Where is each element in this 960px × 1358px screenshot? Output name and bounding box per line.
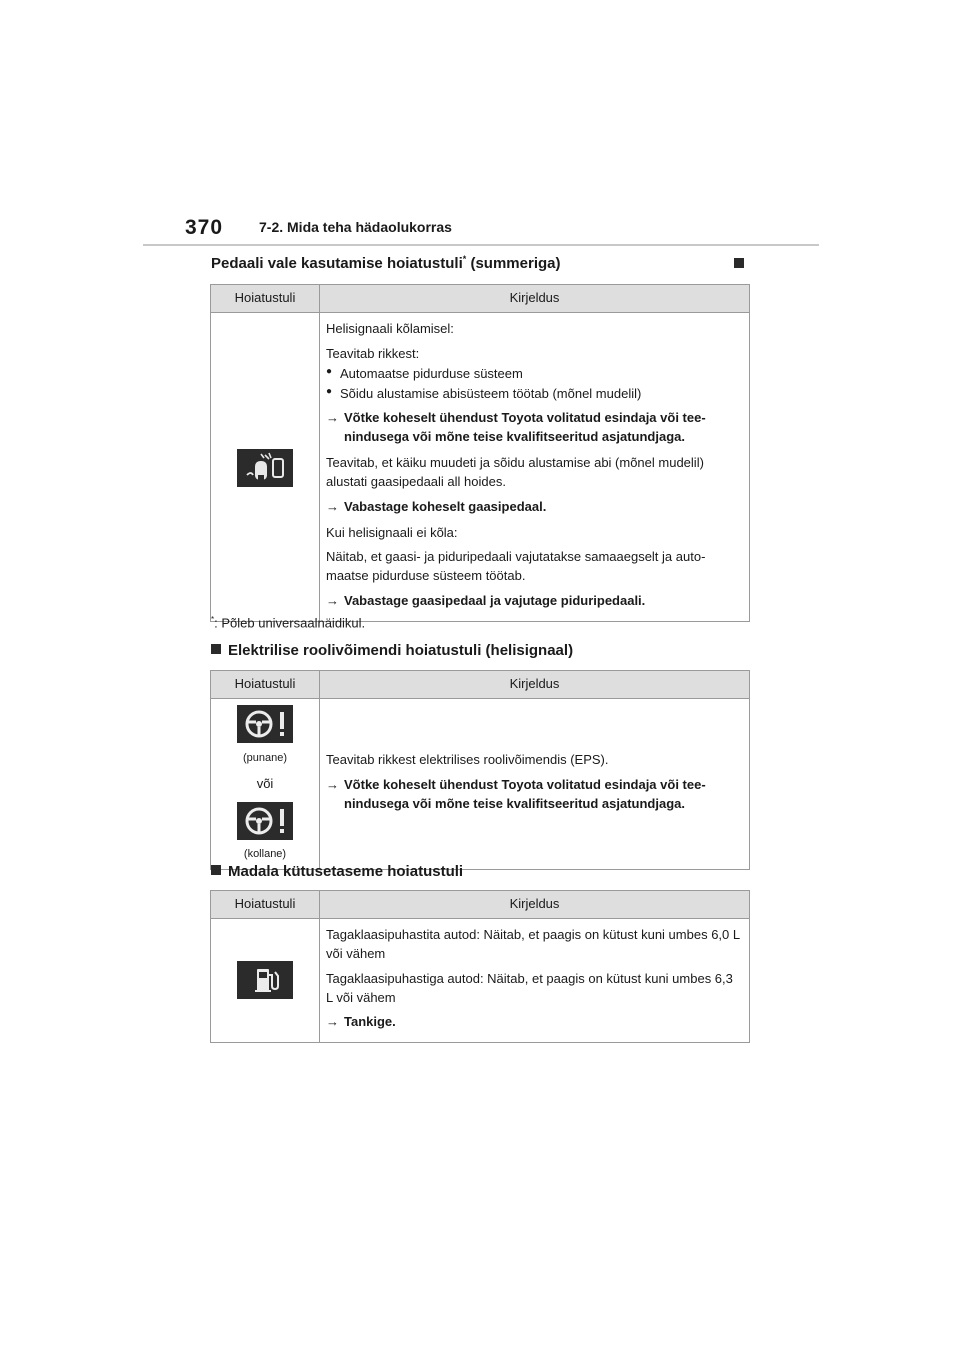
section-marker-icon — [734, 258, 744, 268]
desc-line: Teavitab rikkest: — [326, 345, 420, 361]
table-row — [211, 919, 750, 1043]
action-line: → Vabastage koheselt gaasipedaal. — [326, 498, 743, 517]
desc-line: Tagaklaasipuhastita autod: Näitab, et paagis on kütust kuni umbes 6,0 L või vähem — [326, 927, 740, 961]
or-label: või — [256, 775, 274, 791]
icon-label-yellow: (kollane) — [243, 848, 287, 861]
table-row — [211, 699, 750, 870]
page-number: 370 — [185, 216, 224, 239]
table-header-row — [211, 891, 750, 919]
pedal-misuse-table — [210, 284, 750, 622]
icon-cell — [211, 699, 320, 870]
desc-line: Tagaklaasipuhastiga autod: Näitab, et paagis on kütust kuni umbes 6,3 L või vähem — [326, 970, 733, 1005]
table-header-row — [211, 671, 750, 699]
icon-cell — [211, 919, 320, 1043]
pedal-misuse-warning-icon — [237, 449, 293, 487]
section-title-text: Pedaali vale kasutamise hoiatustuli — [211, 255, 463, 272]
bullet-item: ● Automaatse pidurduse süsteem — [326, 365, 743, 384]
action-line: → Võtke koheselt ühendust Toyota volitatud esindaja või tee-nindusega või mõne teise kvalifitseeritud asjatundjaga. — [326, 409, 743, 447]
section-title-eps — [211, 642, 573, 659]
footnote-text: : Põleb universaalnäidikul. — [214, 615, 366, 631]
section-marker-icon — [211, 644, 221, 654]
footnote-mark: * — [462, 254, 467, 264]
desc-line: Teavitab rikkest elektrilises roolivõimendis (EPS). — [326, 752, 609, 768]
eps-table — [210, 670, 750, 870]
col-header-description: Kirjeldus — [320, 285, 750, 313]
bullet-item: ● Sõidu alustamise abisüsteem töötab (mõnel mudelil) — [326, 385, 743, 404]
footnote-mark: * — [211, 615, 215, 624]
desc-line: Helisignaali kõlamisel: — [326, 321, 454, 336]
description-cell — [320, 699, 750, 870]
steering-warning-icon-red — [237, 705, 293, 743]
section-marker-icon — [211, 865, 221, 875]
description-cell — [320, 919, 750, 1043]
chapter-title: 7-2. Mida teha hädaolukorras — [259, 219, 452, 235]
col-header-description: Kirjeldus — [320, 671, 750, 699]
desc-line: Kui helisignaali ei kõla: — [326, 524, 458, 540]
fuel-pump-icon — [237, 961, 293, 999]
action-line: → Tankige. — [326, 1013, 743, 1032]
footnote — [211, 615, 365, 630]
icon-label-red: (punane) — [242, 751, 288, 764]
section-title-text: Elektrilise roolivõimendi hoiatustuli (helisignaal) — [228, 642, 574, 659]
table-row — [211, 313, 750, 622]
col-header-icon: Hoiatustuli — [211, 891, 320, 919]
icon-cell — [211, 313, 320, 622]
section-title-pedal-misuse — [211, 254, 561, 272]
header-divider — [143, 244, 819, 246]
description-cell — [320, 313, 750, 622]
col-header-icon: Hoiatustuli — [211, 671, 320, 699]
action-line: → Vabastage gaasipedaal ja vajutage piduripedaali. — [326, 592, 743, 611]
col-header-description: Kirjeldus — [320, 891, 750, 919]
section-title-text: Madala kütusetaseme hoiatustuli — [228, 863, 464, 880]
steering-warning-icon-yellow — [237, 802, 293, 840]
section-title-low-fuel — [211, 863, 463, 880]
desc-line: Teavitab, et käiku muudeti ja sõidu alustamise abi (mõnel mudelil) alustati gaasipedaali all hoides. — [326, 455, 704, 489]
action-line: → Võtke koheselt ühendust Toyota volitatud esindaja või tee-nindusega või mõne teise kvalifitseeritud asjatundjaga. — [326, 776, 743, 814]
section-title-suffix: (summeriga) — [466, 255, 561, 272]
col-header-icon: Hoiatustuli — [211, 285, 320, 313]
table-header-row — [211, 285, 750, 313]
low-fuel-table — [210, 890, 750, 1043]
desc-line: Näitab, et gaasi- ja piduripedaali vajutatakse samaaegselt ja auto-maatse pidurduse süsteem töötab. — [326, 549, 706, 584]
